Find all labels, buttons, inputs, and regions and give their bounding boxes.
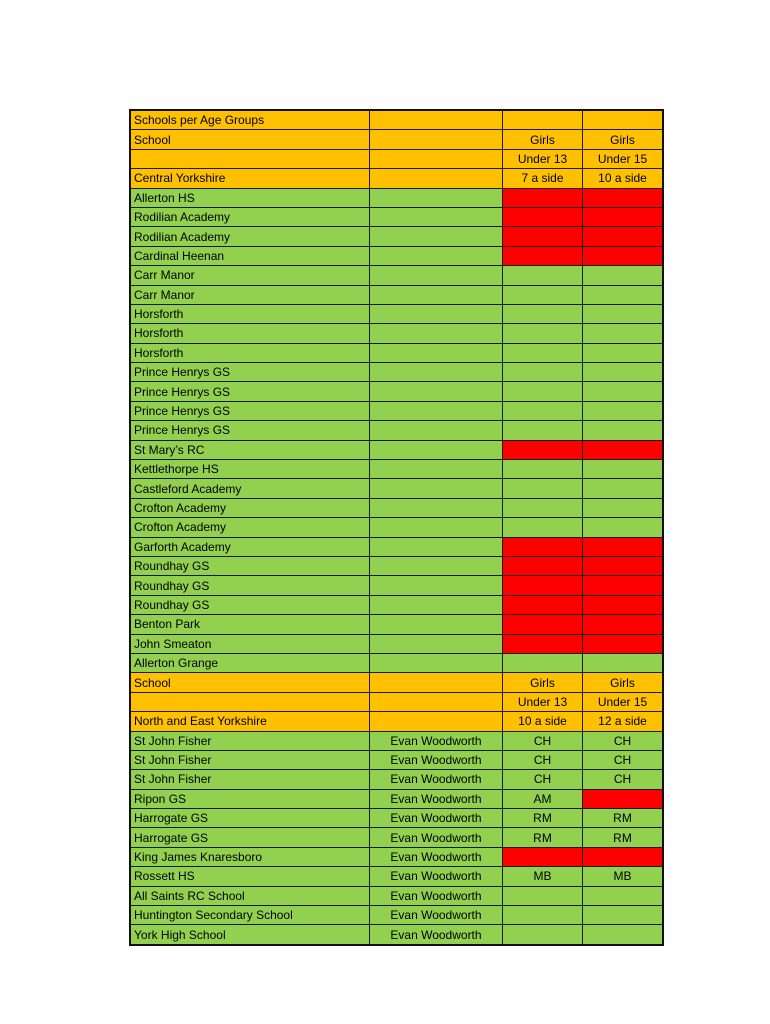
under-13-cell bbox=[503, 343, 583, 362]
under-13-cell bbox=[503, 576, 583, 595]
school-cell: Ripon GS bbox=[130, 789, 370, 808]
coach-cell bbox=[370, 343, 503, 362]
under-13-cell bbox=[503, 207, 583, 226]
coach-cell bbox=[370, 285, 503, 304]
school-cell: King James Knaresboro bbox=[130, 847, 370, 866]
table-row bbox=[130, 363, 663, 382]
under-15-cell: CH bbox=[583, 770, 664, 789]
coach-cell: Evan Woodworth bbox=[370, 847, 503, 866]
under-13-cell: CH bbox=[503, 731, 583, 750]
table-row bbox=[130, 731, 663, 750]
under-13-cell bbox=[503, 324, 583, 343]
school-cell: Central Yorkshire bbox=[130, 169, 370, 188]
school-cell: Roundhay GS bbox=[130, 595, 370, 614]
coach-cell bbox=[370, 576, 503, 595]
under-15-cell bbox=[583, 188, 664, 207]
under-15-cell: MB bbox=[583, 867, 664, 886]
school-cell: Roundhay GS bbox=[130, 576, 370, 595]
coach-cell bbox=[370, 556, 503, 575]
coach-cell bbox=[370, 673, 503, 692]
school-cell: Crofton Academy bbox=[130, 518, 370, 537]
under-13-cell bbox=[503, 498, 583, 517]
coach-cell bbox=[370, 537, 503, 556]
under-15-cell: RM bbox=[583, 809, 664, 828]
table-row bbox=[130, 382, 663, 401]
under-13-cell bbox=[503, 382, 583, 401]
coach-cell bbox=[370, 421, 503, 440]
under-13-cell bbox=[503, 886, 583, 905]
under-13-cell: Girls bbox=[503, 130, 583, 149]
table-row bbox=[130, 653, 663, 672]
under-13-cell bbox=[503, 227, 583, 246]
table-row bbox=[130, 556, 663, 575]
under-13-cell: AM bbox=[503, 789, 583, 808]
under-13-cell: MB bbox=[503, 867, 583, 886]
school-cell: Allerton Grange bbox=[130, 653, 370, 672]
under-13-cell bbox=[503, 615, 583, 634]
school-cell: Garforth Academy bbox=[130, 537, 370, 556]
table-row bbox=[130, 518, 663, 537]
under-13-cell bbox=[503, 460, 583, 479]
under-13-cell bbox=[503, 537, 583, 556]
table-row bbox=[130, 809, 663, 828]
under-15-cell bbox=[583, 615, 664, 634]
coach-cell bbox=[370, 207, 503, 226]
under-15-cell: RM bbox=[583, 828, 664, 847]
under-15-cell bbox=[583, 634, 664, 653]
under-13-cell: RM bbox=[503, 809, 583, 828]
under-15-cell bbox=[583, 401, 664, 420]
under-15-cell: CH bbox=[583, 731, 664, 750]
under-15-cell bbox=[583, 653, 664, 672]
school-cell: St John Fisher bbox=[130, 750, 370, 769]
under-15-cell bbox=[583, 498, 664, 517]
coach-cell: Evan Woodworth bbox=[370, 809, 503, 828]
school-cell: Horsforth bbox=[130, 324, 370, 343]
school-cell: Rossett HS bbox=[130, 867, 370, 886]
coach-cell bbox=[370, 149, 503, 168]
under-15-cell bbox=[583, 556, 664, 575]
under-15-cell bbox=[583, 324, 664, 343]
school-cell: Rodilian Academy bbox=[130, 207, 370, 226]
school-cell: All Saints RC School bbox=[130, 886, 370, 905]
under-13-cell bbox=[503, 188, 583, 207]
schools-age-group-table bbox=[129, 109, 664, 946]
under-15-cell bbox=[583, 906, 664, 925]
table-row bbox=[130, 169, 663, 188]
table-row bbox=[130, 479, 663, 498]
under-13-cell bbox=[503, 595, 583, 614]
under-13-cell: CH bbox=[503, 770, 583, 789]
under-13-cell: CH bbox=[503, 750, 583, 769]
under-15-cell bbox=[583, 518, 664, 537]
coach-cell bbox=[370, 188, 503, 207]
coach-cell bbox=[370, 479, 503, 498]
coach-cell bbox=[370, 615, 503, 634]
under-13-cell bbox=[503, 246, 583, 265]
school-cell: Allerton HS bbox=[130, 188, 370, 207]
under-13-cell: Under 13 bbox=[503, 692, 583, 711]
table-row bbox=[130, 440, 663, 459]
under-13-cell bbox=[503, 634, 583, 653]
table-row bbox=[130, 634, 663, 653]
under-15-cell bbox=[583, 421, 664, 440]
under-15-cell bbox=[583, 207, 664, 226]
table-row bbox=[130, 304, 663, 323]
under-13-cell bbox=[503, 479, 583, 498]
school-cell: Carr Manor bbox=[130, 266, 370, 285]
table-row bbox=[130, 692, 663, 711]
under-13-cell bbox=[503, 440, 583, 459]
table-row bbox=[130, 906, 663, 925]
under-13-cell bbox=[503, 556, 583, 575]
under-15-cell bbox=[583, 110, 664, 130]
under-13-cell bbox=[503, 847, 583, 866]
school-cell: Horsforth bbox=[130, 343, 370, 362]
coach-cell bbox=[370, 110, 503, 130]
school-cell: School bbox=[130, 130, 370, 149]
table-row bbox=[130, 712, 663, 731]
school-cell: Horsforth bbox=[130, 304, 370, 323]
table-row bbox=[130, 207, 663, 226]
under-15-cell bbox=[583, 246, 664, 265]
school-cell: Prince Henrys GS bbox=[130, 401, 370, 420]
under-15-cell bbox=[583, 382, 664, 401]
school-cell: Roundhay GS bbox=[130, 556, 370, 575]
school-cell: St John Fisher bbox=[130, 770, 370, 789]
coach-cell bbox=[370, 518, 503, 537]
coach-cell bbox=[370, 401, 503, 420]
coach-cell: Evan Woodworth bbox=[370, 906, 503, 925]
coach-cell bbox=[370, 595, 503, 614]
under-15-cell: Under 15 bbox=[583, 149, 664, 168]
coach-cell bbox=[370, 130, 503, 149]
table-row bbox=[130, 401, 663, 420]
school-cell: St John Fisher bbox=[130, 731, 370, 750]
school-cell: St Mary’s RC bbox=[130, 440, 370, 459]
under-13-cell: 10 a side bbox=[503, 712, 583, 731]
under-13-cell bbox=[503, 518, 583, 537]
school-cell: Prince Henrys GS bbox=[130, 363, 370, 382]
coach-cell bbox=[370, 460, 503, 479]
under-15-cell bbox=[583, 789, 664, 808]
under-15-cell: Girls bbox=[583, 130, 664, 149]
school-cell: John Smeaton bbox=[130, 634, 370, 653]
coach-cell: Evan Woodworth bbox=[370, 925, 503, 945]
school-cell: Harrogate GS bbox=[130, 828, 370, 847]
under-15-cell: CH bbox=[583, 750, 664, 769]
table-row bbox=[130, 867, 663, 886]
school-cell: Crofton Academy bbox=[130, 498, 370, 517]
table-row bbox=[130, 537, 663, 556]
under-15-cell: Under 15 bbox=[583, 692, 664, 711]
coach-cell: Evan Woodworth bbox=[370, 789, 503, 808]
under-13-cell: Under 13 bbox=[503, 149, 583, 168]
school-cell bbox=[130, 692, 370, 711]
school-cell: Kettlethorpe HS bbox=[130, 460, 370, 479]
table-row bbox=[130, 149, 663, 168]
school-cell: North and East Yorkshire bbox=[130, 712, 370, 731]
under-15-cell bbox=[583, 460, 664, 479]
under-13-cell: 7 a side bbox=[503, 169, 583, 188]
under-13-cell bbox=[503, 401, 583, 420]
school-cell: Prince Henrys GS bbox=[130, 421, 370, 440]
table-row bbox=[130, 266, 663, 285]
coach-cell: Evan Woodworth bbox=[370, 750, 503, 769]
school-cell: Schools per Age Groups bbox=[130, 110, 370, 130]
under-15-cell bbox=[583, 285, 664, 304]
under-15-cell bbox=[583, 576, 664, 595]
table-row bbox=[130, 886, 663, 905]
school-cell: Rodilian Academy bbox=[130, 227, 370, 246]
under-13-cell bbox=[503, 653, 583, 672]
under-15-cell bbox=[583, 479, 664, 498]
under-13-cell bbox=[503, 110, 583, 130]
under-15-cell bbox=[583, 343, 664, 362]
table-row bbox=[130, 828, 663, 847]
table-row bbox=[130, 227, 663, 246]
under-15-cell bbox=[583, 227, 664, 246]
table-row bbox=[130, 595, 663, 614]
school-cell: Harrogate GS bbox=[130, 809, 370, 828]
table-body bbox=[130, 110, 663, 945]
coach-cell bbox=[370, 324, 503, 343]
under-13-cell bbox=[503, 266, 583, 285]
table-row bbox=[130, 673, 663, 692]
table-row bbox=[130, 789, 663, 808]
under-15-cell: 10 a side bbox=[583, 169, 664, 188]
school-cell: Castleford Academy bbox=[130, 479, 370, 498]
under-15-cell bbox=[583, 886, 664, 905]
coach-cell bbox=[370, 692, 503, 711]
table-row bbox=[130, 576, 663, 595]
under-13-cell bbox=[503, 285, 583, 304]
under-15-cell bbox=[583, 595, 664, 614]
table-row bbox=[130, 498, 663, 517]
table-row bbox=[130, 130, 663, 149]
under-13-cell: Girls bbox=[503, 673, 583, 692]
under-13-cell: RM bbox=[503, 828, 583, 847]
under-15-cell bbox=[583, 925, 664, 945]
table-row bbox=[130, 925, 663, 945]
under-15-cell bbox=[583, 266, 664, 285]
table-row bbox=[130, 421, 663, 440]
coach-cell bbox=[370, 363, 503, 382]
table-row bbox=[130, 246, 663, 265]
coach-cell bbox=[370, 304, 503, 323]
table-row bbox=[130, 110, 663, 130]
coach-cell bbox=[370, 382, 503, 401]
coach-cell bbox=[370, 440, 503, 459]
school-cell: Carr Manor bbox=[130, 285, 370, 304]
table-row bbox=[130, 324, 663, 343]
coach-cell bbox=[370, 227, 503, 246]
under-15-cell bbox=[583, 440, 664, 459]
coach-cell bbox=[370, 169, 503, 188]
school-cell: York High School bbox=[130, 925, 370, 945]
coach-cell bbox=[370, 653, 503, 672]
school-cell bbox=[130, 149, 370, 168]
coach-cell: Evan Woodworth bbox=[370, 886, 503, 905]
coach-cell bbox=[370, 246, 503, 265]
under-13-cell bbox=[503, 421, 583, 440]
school-cell: Cardinal Heenan bbox=[130, 246, 370, 265]
school-cell: School bbox=[130, 673, 370, 692]
under-15-cell: Girls bbox=[583, 673, 664, 692]
school-cell: Huntington Secondary School bbox=[130, 906, 370, 925]
coach-cell bbox=[370, 712, 503, 731]
coach-cell: Evan Woodworth bbox=[370, 731, 503, 750]
under-15-cell: 12 a side bbox=[583, 712, 664, 731]
under-13-cell bbox=[503, 304, 583, 323]
under-13-cell bbox=[503, 906, 583, 925]
table-row bbox=[130, 770, 663, 789]
under-15-cell bbox=[583, 304, 664, 323]
under-15-cell bbox=[583, 847, 664, 866]
coach-cell: Evan Woodworth bbox=[370, 828, 503, 847]
table-row bbox=[130, 750, 663, 769]
coach-cell bbox=[370, 498, 503, 517]
under-13-cell bbox=[503, 363, 583, 382]
coach-cell: Evan Woodworth bbox=[370, 770, 503, 789]
school-cell: Benton Park bbox=[130, 615, 370, 634]
under-15-cell bbox=[583, 363, 664, 382]
table-row bbox=[130, 343, 663, 362]
under-15-cell bbox=[583, 537, 664, 556]
table-row bbox=[130, 188, 663, 207]
school-cell: Prince Henrys GS bbox=[130, 382, 370, 401]
coach-cell bbox=[370, 634, 503, 653]
coach-cell: Evan Woodworth bbox=[370, 867, 503, 886]
under-13-cell bbox=[503, 925, 583, 945]
coach-cell bbox=[370, 266, 503, 285]
table-row bbox=[130, 460, 663, 479]
table-row bbox=[130, 615, 663, 634]
table-row bbox=[130, 847, 663, 866]
table-row bbox=[130, 285, 663, 304]
